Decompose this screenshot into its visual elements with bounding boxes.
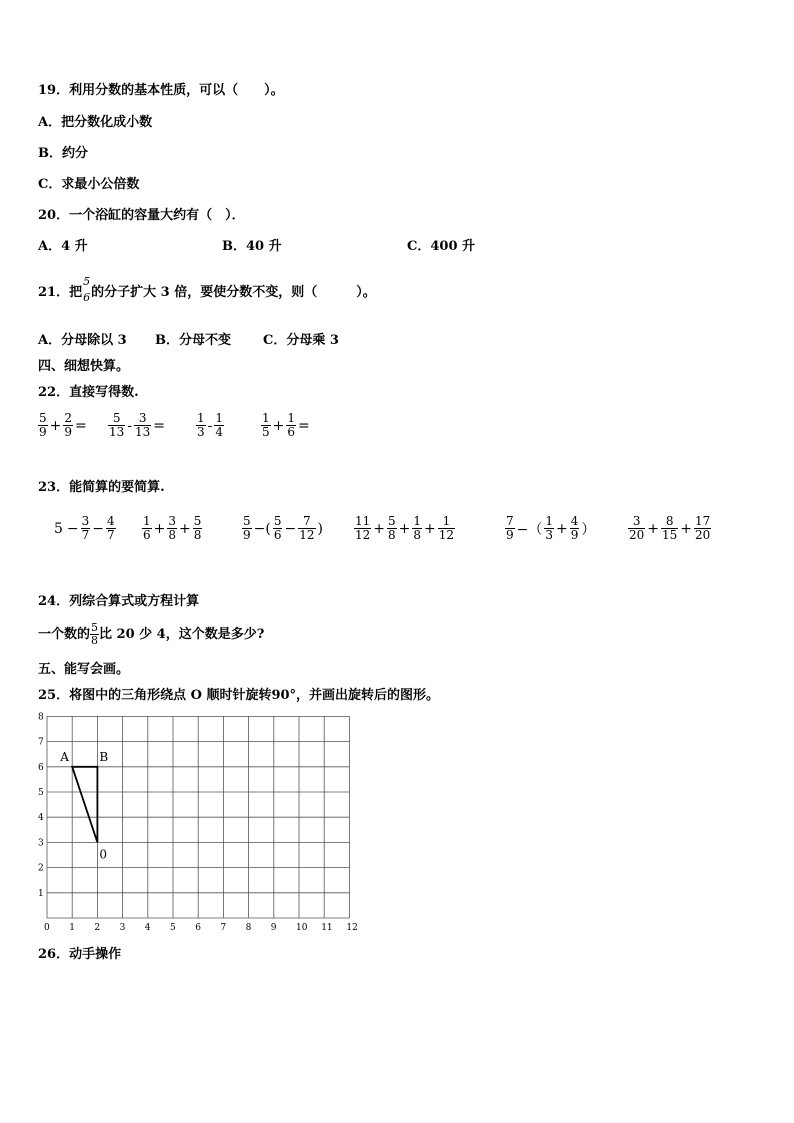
q24-fraction-denominator: 8: [91, 634, 99, 647]
q24-body: [38, 622, 264, 647]
q22-e4-eq: =: [298, 417, 310, 434]
q23-expr-3: [242, 515, 325, 542]
q24-fraction: [90, 622, 99, 647]
q22-e2-num2: 3: [134, 412, 151, 426]
q23-e4-den3: 8: [413, 528, 422, 542]
q22-e4-op: +: [272, 417, 285, 434]
q22-e2-den1: 13: [109, 425, 125, 439]
q23-e2-den1: 6: [143, 528, 151, 542]
q22-e3-den1: 3: [197, 425, 205, 439]
x-tick-label: 1: [69, 923, 75, 933]
q25-grid-figure: [34, 712, 364, 938]
point-label-a: A: [60, 749, 69, 764]
y-tick-label: 3: [38, 838, 44, 849]
x-tick-label: 4: [144, 923, 151, 933]
q21-option-a: A．分母除以 3: [38, 333, 127, 348]
x-tick-label: 0: [44, 923, 50, 933]
q23-e6-num1: 3: [628, 515, 645, 529]
y-tick-label: 2: [38, 863, 44, 874]
y-tick-label: 8: [38, 712, 44, 723]
q23-e1-op1: −: [66, 520, 79, 537]
q23-e2-op1: +: [153, 520, 166, 537]
y-tick-label: 1: [38, 888, 44, 899]
q20-stem: 20．一个浴缸的容量大约有（ ）．: [38, 208, 245, 223]
q22-e4-num2: 1: [287, 411, 296, 425]
section-five-title: 五、能写会画。: [38, 662, 130, 677]
q23-e3-den3: 12: [299, 528, 315, 542]
q19-option-c: C．求最小公倍数: [38, 177, 140, 192]
q21-option-b: B．分母不变: [155, 333, 231, 348]
q25-stem: 25．将图中的三角形绕点 O 顺时针旋转90°，并画出旋转后的图形。: [38, 688, 440, 703]
q23-e5-op2: +: [556, 520, 568, 537]
q22-e3-num1: 1: [197, 411, 205, 425]
q23-e3-num2: 5: [273, 514, 282, 528]
q23-e4-den4: 12: [438, 528, 455, 542]
q23-e1-num1: 3: [81, 514, 90, 528]
q21-fraction-numerator: 5: [83, 275, 91, 288]
q23-e6-op2: +: [680, 520, 693, 537]
q23-e6-num3: 17: [695, 514, 711, 528]
q22-expr-2: [108, 412, 167, 439]
q23-e5-num3: 4: [570, 514, 579, 528]
q22-e2-num1: 5: [108, 412, 125, 426]
q26-stem: 26．动手操作: [38, 947, 122, 962]
q22-expr-1: [38, 412, 89, 439]
q23-e4-den2: 8: [388, 528, 396, 542]
q23-e3-num3: 7: [298, 515, 315, 529]
q24-body-pre: 一个数的: [38, 626, 91, 642]
y-tick-label: 6: [38, 762, 44, 773]
q23-e4-num1: 11: [355, 514, 371, 528]
q23-e5-num1: 7: [506, 514, 514, 528]
q21-fraction: [82, 276, 91, 304]
q20-option-b: B．40 升: [222, 239, 282, 254]
x-tick-label: 10: [296, 923, 308, 933]
q22-e4-den1: 5: [262, 425, 270, 439]
q19-option-a: A．把分数化成小数: [38, 115, 153, 130]
q22-expr-4: [261, 412, 312, 439]
q22-e2-eq: =: [153, 417, 166, 434]
q22-e1-den2: 9: [64, 425, 73, 439]
q23-e6-den2: 15: [662, 528, 678, 542]
q23-e5-num2: 1: [545, 514, 554, 528]
q23-e4-num3: 1: [413, 514, 422, 528]
q22-e1-num2: 2: [64, 411, 73, 425]
q22-e2-den2: 13: [135, 425, 151, 439]
x-tick-label: 12: [346, 923, 358, 933]
q23-e1-lead: 5: [54, 520, 63, 537]
q23-e6-den1: 20: [629, 528, 645, 542]
y-tick-label: 7: [38, 737, 44, 748]
q20-option-c: C．400 升: [407, 239, 476, 254]
q23-e4-num4: 1: [438, 515, 455, 529]
q23-e3-den1: 9: [243, 528, 251, 542]
q21-stem: [38, 276, 376, 304]
q23-e3-op2: −: [284, 520, 297, 537]
y-tick-label: 5: [38, 788, 44, 798]
q19-stem: 19．利用分数的基本性质，可以（ ）。: [38, 83, 284, 98]
q24-body-post: 比 20 少 4，这个数是多少?: [99, 626, 265, 642]
q22-stem: 22．直接写得数.: [38, 385, 139, 400]
q23-e5-close: ）: [581, 521, 596, 538]
x-tick-label: 8: [245, 923, 252, 933]
q23-e1-den2: 7: [107, 528, 115, 542]
q24-stem: 24．列综合算式或方程计算: [38, 594, 200, 609]
q23-expr-5: [505, 515, 597, 542]
q23-e1-den1: 7: [81, 528, 90, 542]
point-label-b: B: [99, 749, 109, 764]
x-tick-label: 5: [170, 923, 176, 933]
q23-e4-op3: +: [424, 520, 436, 537]
q24-fraction-numerator: 5: [91, 621, 99, 634]
q23-e5-den2: 3: [545, 528, 554, 542]
q23-e5-den3: 9: [570, 528, 579, 542]
q23-e2-op2: +: [179, 520, 191, 537]
q23-e4-num2: 5: [388, 514, 396, 528]
q23-e4-op1: +: [373, 520, 386, 537]
x-tick-label: 6: [195, 923, 201, 933]
x-tick-label: 9: [270, 923, 277, 933]
q23-e2-den2: 8: [168, 528, 177, 542]
q21-option-c: C．分母乘 3: [263, 333, 339, 348]
q22-e1-op: +: [49, 417, 62, 434]
x-tick-label: 2: [94, 923, 101, 933]
q22-e3-op: -: [207, 417, 213, 434]
q22-e1-num1: 5: [39, 411, 47, 425]
q22-e3-den2: 4: [215, 425, 224, 439]
q23-e2-num2: 3: [168, 514, 177, 528]
q19-option-b: B．约分: [38, 146, 88, 161]
section-four-title: 四、细想快算。: [38, 359, 130, 374]
q23-e6-op1: +: [647, 520, 660, 537]
q23-e2-den3: 8: [193, 528, 202, 542]
q22-e4-den2: 6: [287, 425, 296, 439]
q23-e2-num1: 1: [143, 514, 151, 528]
q22-e1-den1: 9: [39, 425, 47, 439]
x-tick-label: 11: [321, 923, 333, 933]
q21-fraction-denominator: 6: [83, 291, 91, 304]
q23-e3-close: ): [317, 520, 323, 537]
q22-e1-eq: =: [75, 417, 87, 434]
q21-stem-post: 的分子扩大 3 倍，要使分数不变，则（ ）。: [91, 285, 376, 300]
q23-e1-num2: 4: [107, 514, 115, 528]
q23-stem: 23．能简算的要简算.: [38, 480, 165, 495]
q23-e6-num2: 8: [661, 515, 678, 529]
q23-expr-1: [52, 515, 116, 542]
q21-stem-pre: 21．把: [38, 285, 83, 300]
x-tick-label: 7: [220, 923, 227, 933]
q23-e4-den1: 12: [355, 528, 371, 542]
triangle-shape: [72, 767, 97, 843]
q23-expr-2: [142, 515, 202, 542]
q23-expr-6: [628, 515, 711, 542]
q23-e3-den2: 6: [273, 528, 282, 542]
q23-e5-op1: −（: [516, 521, 543, 538]
q23-expr-4: [354, 515, 455, 542]
q23-e5-den1: 9: [506, 528, 514, 542]
q22-expr-3: [196, 412, 224, 439]
q23-e4-op2: +: [398, 520, 411, 537]
x-tick-label: 3: [119, 923, 126, 933]
q23-e1-op2: −: [92, 520, 105, 537]
q22-e4-num1: 1: [262, 411, 270, 425]
q22-e2-op: -: [127, 417, 133, 434]
point-label-o: 0: [99, 847, 108, 862]
q20-option-a: A．4 升: [38, 239, 88, 254]
q23-e3-num1: 5: [243, 514, 251, 528]
y-tick-label: 4: [38, 813, 44, 824]
q23-e2-num3: 5: [193, 514, 202, 528]
q23-e3-op1: −(: [253, 520, 271, 537]
q23-e6-den3: 20: [695, 528, 711, 542]
q22-e3-num2: 1: [215, 411, 224, 425]
